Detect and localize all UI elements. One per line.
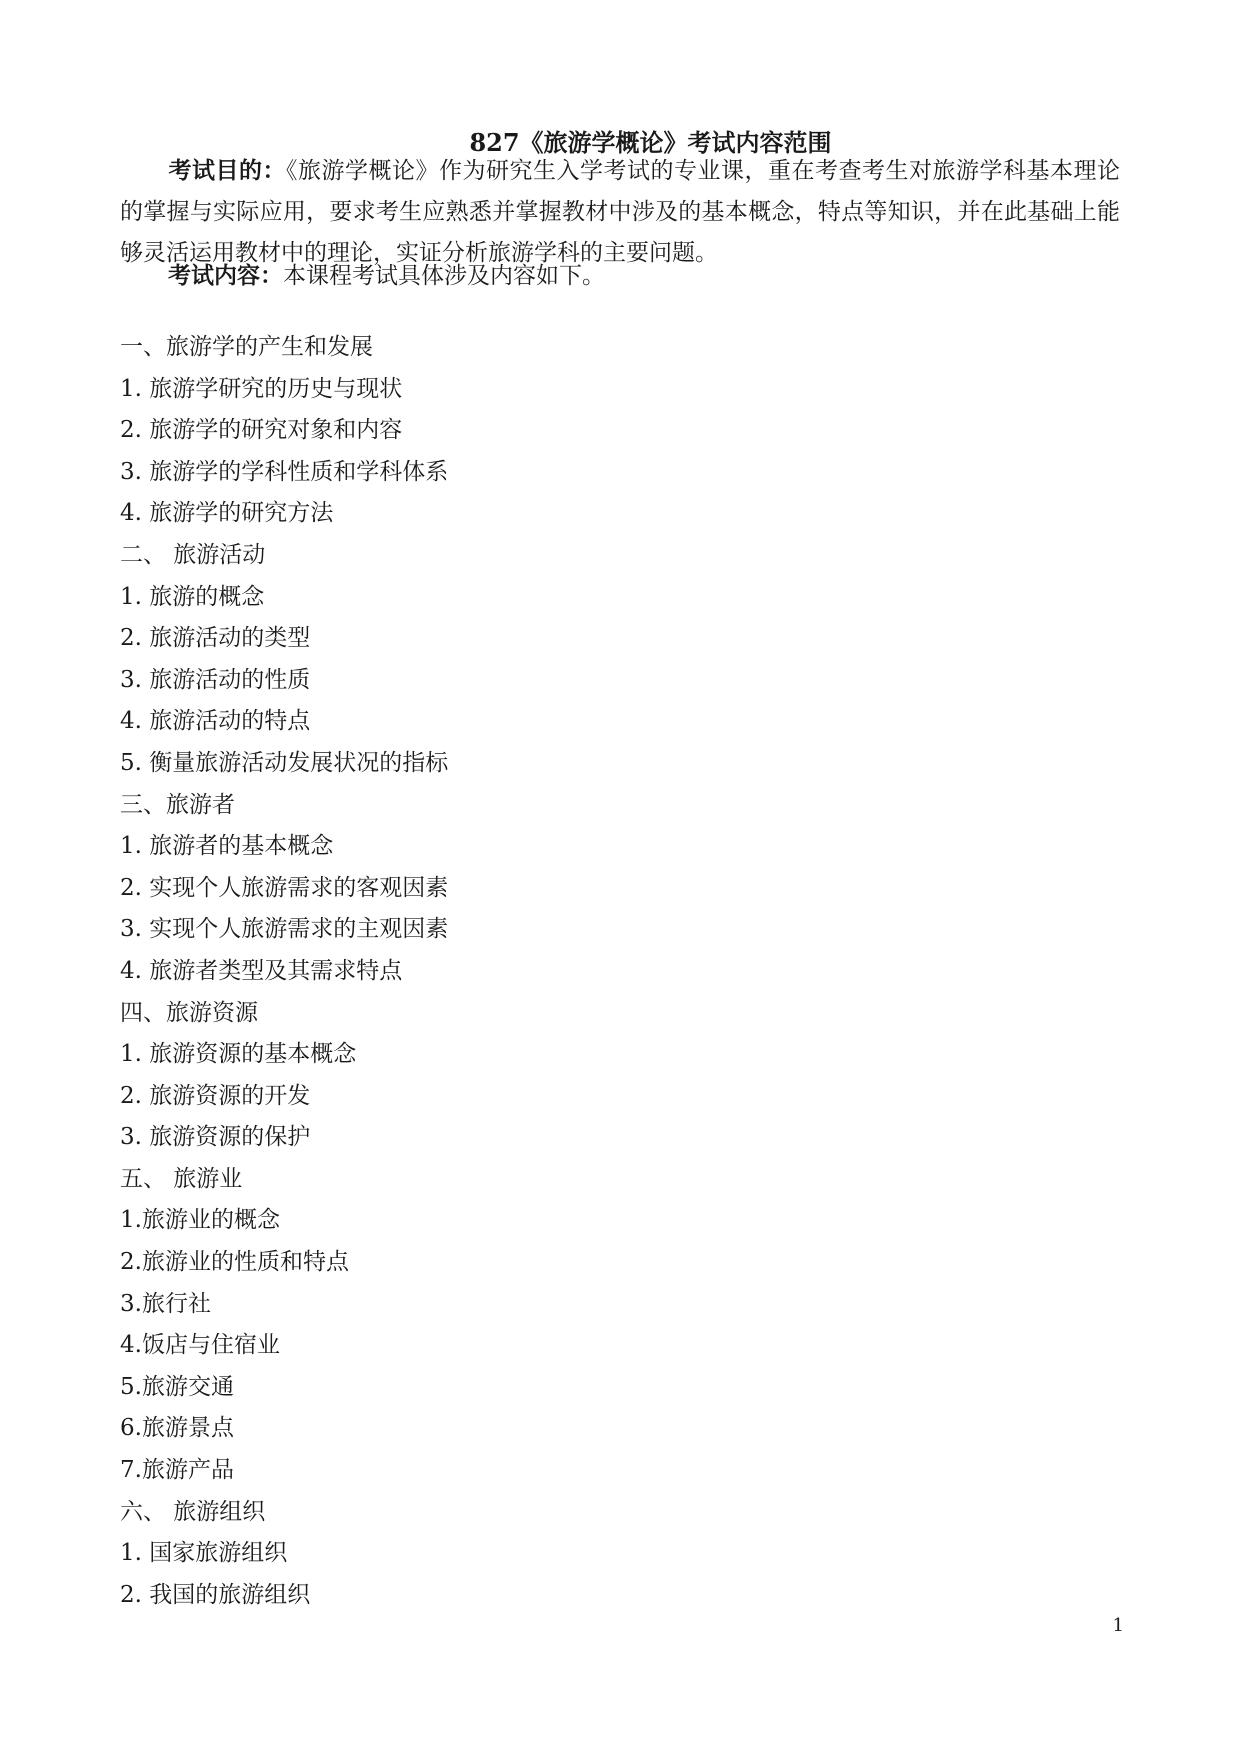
exam-purpose-label: 考试目的： [168, 157, 286, 184]
document-title: 827《旅游学概论》考试内容范围 [469, 128, 832, 157]
outline-item: 1.旅游业的概念 [120, 1207, 280, 1234]
outline-section-heading: 四、旅游资源 [120, 999, 258, 1026]
outline-item: 3. 实现个人旅游需求的主观因素 [120, 916, 449, 943]
outline-item: 4. 旅游学的研究方法 [120, 500, 334, 527]
outline-item: 4. 旅游活动的特点 [120, 708, 311, 735]
outline-item: 3.旅行社 [120, 1290, 211, 1317]
outline-item: 1. 旅游资源的基本概念 [120, 1041, 357, 1068]
outline-item: 2.旅游业的性质和特点 [120, 1249, 349, 1276]
outline-section-heading: 五、 旅游业 [120, 1165, 243, 1192]
outline-item: 3. 旅游资源的保护 [120, 1124, 311, 1151]
outline-item: 2. 旅游学的研究对象和内容 [120, 417, 403, 444]
outline-item: 2. 实现个人旅游需求的客观因素 [120, 874, 449, 901]
exam-purpose-text: 《旅游学概论》作为研究生入学考试的专业课，重在考查考生对旅游学科基本理论的掌握与实际应用，要求考生应熟悉并掌握教材中涉及的基本概念，特点等知识，并在此基础上能够灵活运用教材中的理论，实证分析旅游学科的主要问题。 [120, 158, 1120, 266]
outline-section-heading: 一、旅游学的产生和发展 [120, 334, 373, 360]
exam-content-paragraph [120, 255, 1120, 297]
page-number: 1 [1112, 1615, 1124, 1636]
outline-item: 1. 旅游学研究的历史与现状 [120, 375, 403, 402]
outline-item: 3. 旅游活动的性质 [120, 666, 311, 693]
exam-content-text: 本课程考试具体涉及内容如下。 [283, 263, 605, 289]
outline-item: 6.旅游景点 [120, 1415, 234, 1442]
outline-section-heading: 三、旅游者 [120, 791, 235, 818]
outline-section-heading: 六、 旅游组织 [120, 1498, 266, 1525]
outline-item: 5.旅游交通 [120, 1373, 234, 1400]
outline-item: 2. 我国的旅游组织 [120, 1581, 311, 1608]
outline-item: 4. 旅游者类型及其需求特点 [120, 957, 403, 984]
outline-item: 5. 衡量旅游活动发展状况的指标 [120, 749, 449, 776]
outline-item: 1. 旅游者的基本概念 [120, 833, 334, 860]
exam-content-label: 考试内容： [168, 262, 283, 289]
outline-item: 3. 旅游学的学科性质和学科体系 [120, 458, 449, 485]
outline-item: 2. 旅游活动的类型 [120, 625, 311, 652]
outline-item: 4.饭店与住宿业 [120, 1332, 280, 1359]
content-outline [120, 327, 1120, 1616]
outline-item: 1. 旅游的概念 [120, 583, 265, 610]
outline-section-heading: 二、 旅游活动 [120, 541, 266, 568]
outline-item: 2. 旅游资源的开发 [120, 1082, 311, 1109]
outline-item: 1. 国家旅游组织 [120, 1540, 288, 1567]
outline-item: 7.旅游产品 [120, 1457, 234, 1484]
